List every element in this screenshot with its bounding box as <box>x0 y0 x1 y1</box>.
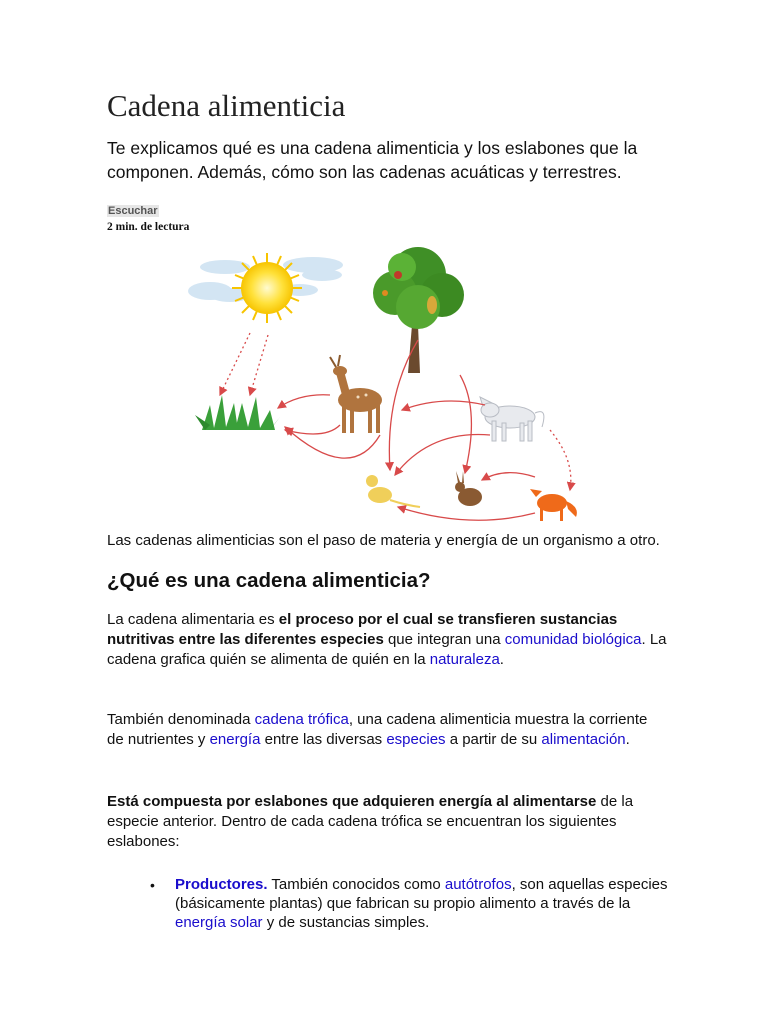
text: de la especie anterior. Dentro de cada cadena trófica se encuentran los siguientes eslabones: <box>107 793 634 850</box>
text: , son aquellas especies (básicamente plantas) que fabrican su propio alimento a través de la <box>175 876 668 912</box>
section-heading: ¿Qué es una cadena alimenticia? <box>107 569 431 592</box>
text: entre las diversas <box>260 731 387 748</box>
text: La cadena alimentaria es <box>107 611 279 628</box>
food-chain-illustration <box>180 245 600 530</box>
fox-icon <box>530 489 577 521</box>
grass-icon <box>195 395 280 430</box>
link-alimentacion[interactable]: alimentación <box>541 731 626 748</box>
link-naturaleza[interactable]: naturaleza <box>429 651 500 668</box>
text: También denominada <box>107 711 255 728</box>
sun-icon <box>232 253 302 323</box>
bold-text: el proceso por el cual se transfieren sustancias nutritivas entre las diferentes especies <box>107 611 618 648</box>
rabbit-icon <box>455 471 482 506</box>
bold-text: Está compuesta por eslabones que adquieren energía al alimentarse <box>107 793 597 810</box>
link-comunidad-biologica[interactable]: comunidad biológica <box>504 631 642 648</box>
read-time: 2 min. de lectura <box>107 221 190 233</box>
cloud-left <box>188 260 250 302</box>
text: que integran una <box>383 631 505 648</box>
link-productores[interactable]: Productores. <box>175 876 268 893</box>
link-cadena-trofica[interactable]: cadena trófica <box>254 711 349 728</box>
text: . <box>625 731 630 748</box>
list-item-text <box>175 875 670 932</box>
tree-icon <box>373 247 464 373</box>
link-energia-solar[interactable]: energía solar <box>175 914 263 931</box>
listen-button[interactable]: Escuchar <box>108 205 158 217</box>
text: También conocidos como <box>267 876 445 893</box>
link-autotrofos[interactable]: autótrofos <box>444 876 512 893</box>
text: , una cadena alimenticia muestra la corriente de nutrientes y <box>107 711 648 748</box>
deer-icon <box>330 355 382 433</box>
text: . La cadena grafica quién se alimenta de quién en la <box>107 631 667 668</box>
list-item-productores <box>150 875 670 932</box>
page-title: Cadena alimenticia <box>107 88 346 123</box>
link-energia[interactable]: energía <box>209 731 261 748</box>
mouse-icon <box>366 475 420 507</box>
paragraph-definition <box>107 610 667 670</box>
paragraph-links <box>107 792 667 852</box>
bullet-icon: • <box>150 877 155 893</box>
paragraph-trophic <box>107 710 667 750</box>
link-especies[interactable]: especies <box>386 731 446 748</box>
text: a partir de su <box>445 731 542 748</box>
text: y de sustancias simples. <box>262 914 430 931</box>
figure-caption: Las cadenas alimenticias son el paso de materia y energía de un organismo a otro. <box>107 532 660 549</box>
page-subtitle: Te explicamos qué es una cadena alimenticia y los eslabones que la componen. Además, cómo son las cadenas acuáticas y terrestres. <box>107 138 638 182</box>
text: . <box>499 651 504 668</box>
